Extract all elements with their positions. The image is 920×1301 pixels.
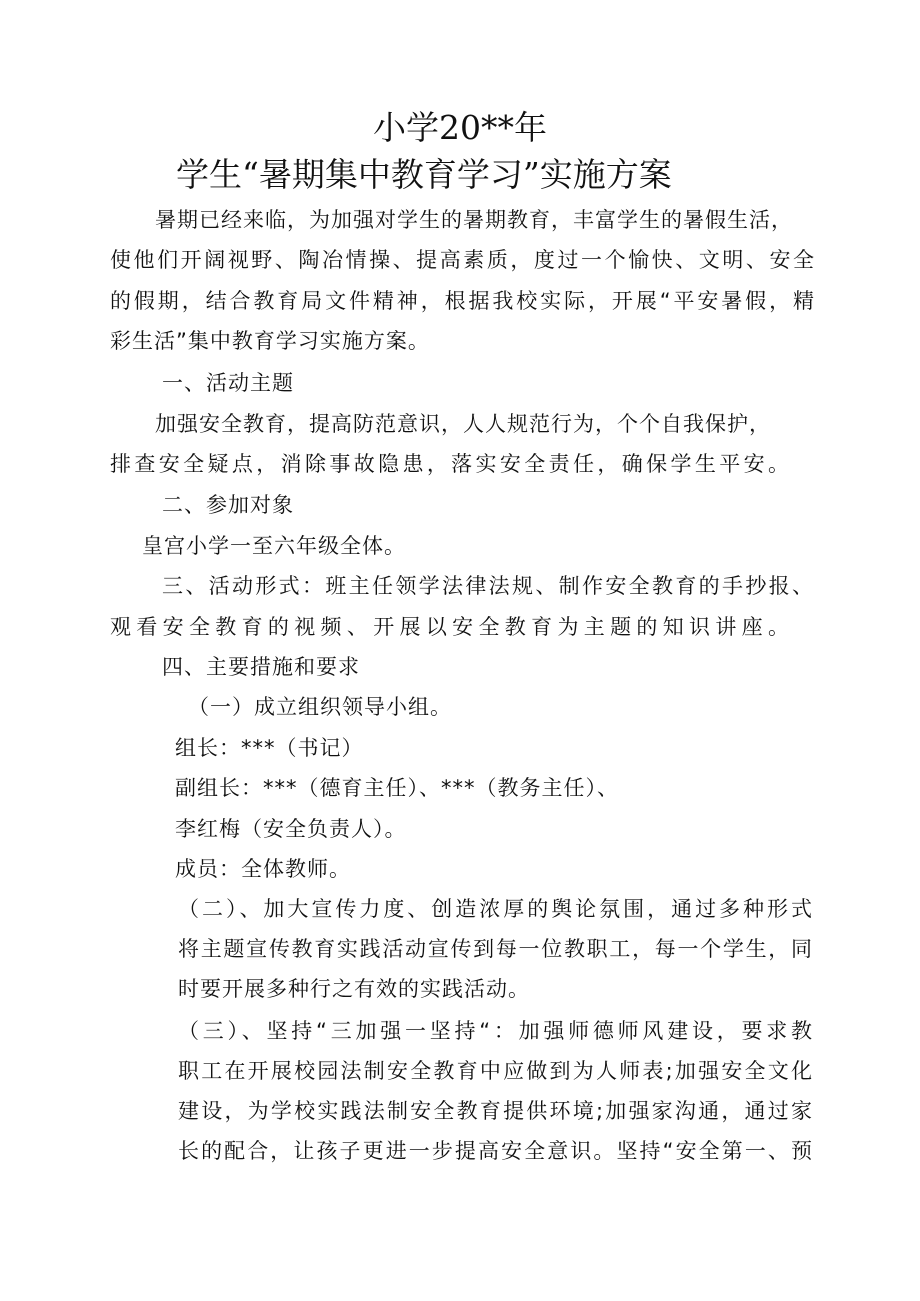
section-4-heading: 四、主要措施和要求 xyxy=(162,655,360,679)
leader-line: 组长：***（书记） xyxy=(175,736,364,760)
section-2-body: 皇宫小学一至六年级全体。 xyxy=(142,534,406,558)
intro-line: 暑期已经来临，为加强对学生的暑期教育，丰富学生的暑假生活， xyxy=(155,208,793,232)
subsection-2-line: （二）、加大宣传力度、创造浓厚的舆论氛围，通过多种形式 xyxy=(178,897,813,921)
section-1-body: 加强安全教育，提高防范意识，人人规范行为，个个自我保护， xyxy=(155,412,771,436)
subsection-3-line: 建设，为学校实践法制安全教育提供环境;加强家沟通，通过家 xyxy=(178,1099,813,1123)
title-line-1: 小学20**年 xyxy=(373,108,547,147)
subsection-3-line: （三）、坚持“三加强一坚持“：加强师德师风建设，要求教 xyxy=(178,1019,813,1043)
deputy-line: 副组长：***（德育主任）、***（教务主任）、 xyxy=(175,776,619,800)
members-line: 成员：全体教师。 xyxy=(175,857,351,881)
subsection-3-line: 职工在开展校园法制安全教育中应做到为人师表;加强安全文化 xyxy=(178,1059,813,1083)
subsection-3-line: 长的配合，让孩子更进一步提高安全意识。坚持“安全第一、预 xyxy=(178,1139,813,1163)
deputy-continuation: 李红梅（安全负责人）。 xyxy=(175,817,407,841)
intro-line: 的假期，结合教育局文件精神，根据我校实际，开展“平安暑假，精 xyxy=(110,289,815,313)
subsection-1-heading: （一）成立组织领导小组。 xyxy=(188,695,452,719)
subsection-2-line: 将主题宣传教育实践活动宣传到每一位教职工，每一个学生，同 xyxy=(178,937,813,961)
intro-line: 彩生活”集中教育学习实施方案。 xyxy=(110,329,430,353)
section-3-line: 三、活动形式：班主任领学法律法规、制作安全教育的手抄报、 xyxy=(162,574,814,598)
intro-line: 使他们开阔视野、陶冶情操、提高素质，度过一个愉快、文明、安全 xyxy=(110,248,815,272)
section-3-line: 观看安全教育的视频、开展以安全教育为主题的知识讲座。 xyxy=(110,615,790,639)
subsection-2-line: 时要开展多种行之有效的实践活动。 xyxy=(178,977,530,1001)
section-1-heading: 一、活动主题 xyxy=(162,371,294,395)
section-1-body: 排查安全疑点，消除事故隐患，落实安全责任，确保学生平安。 xyxy=(110,452,790,476)
title-line-2: 学生“暑期集中教育学习”实施方案 xyxy=(176,155,672,194)
section-2-heading: 二、参加对象 xyxy=(162,493,294,517)
